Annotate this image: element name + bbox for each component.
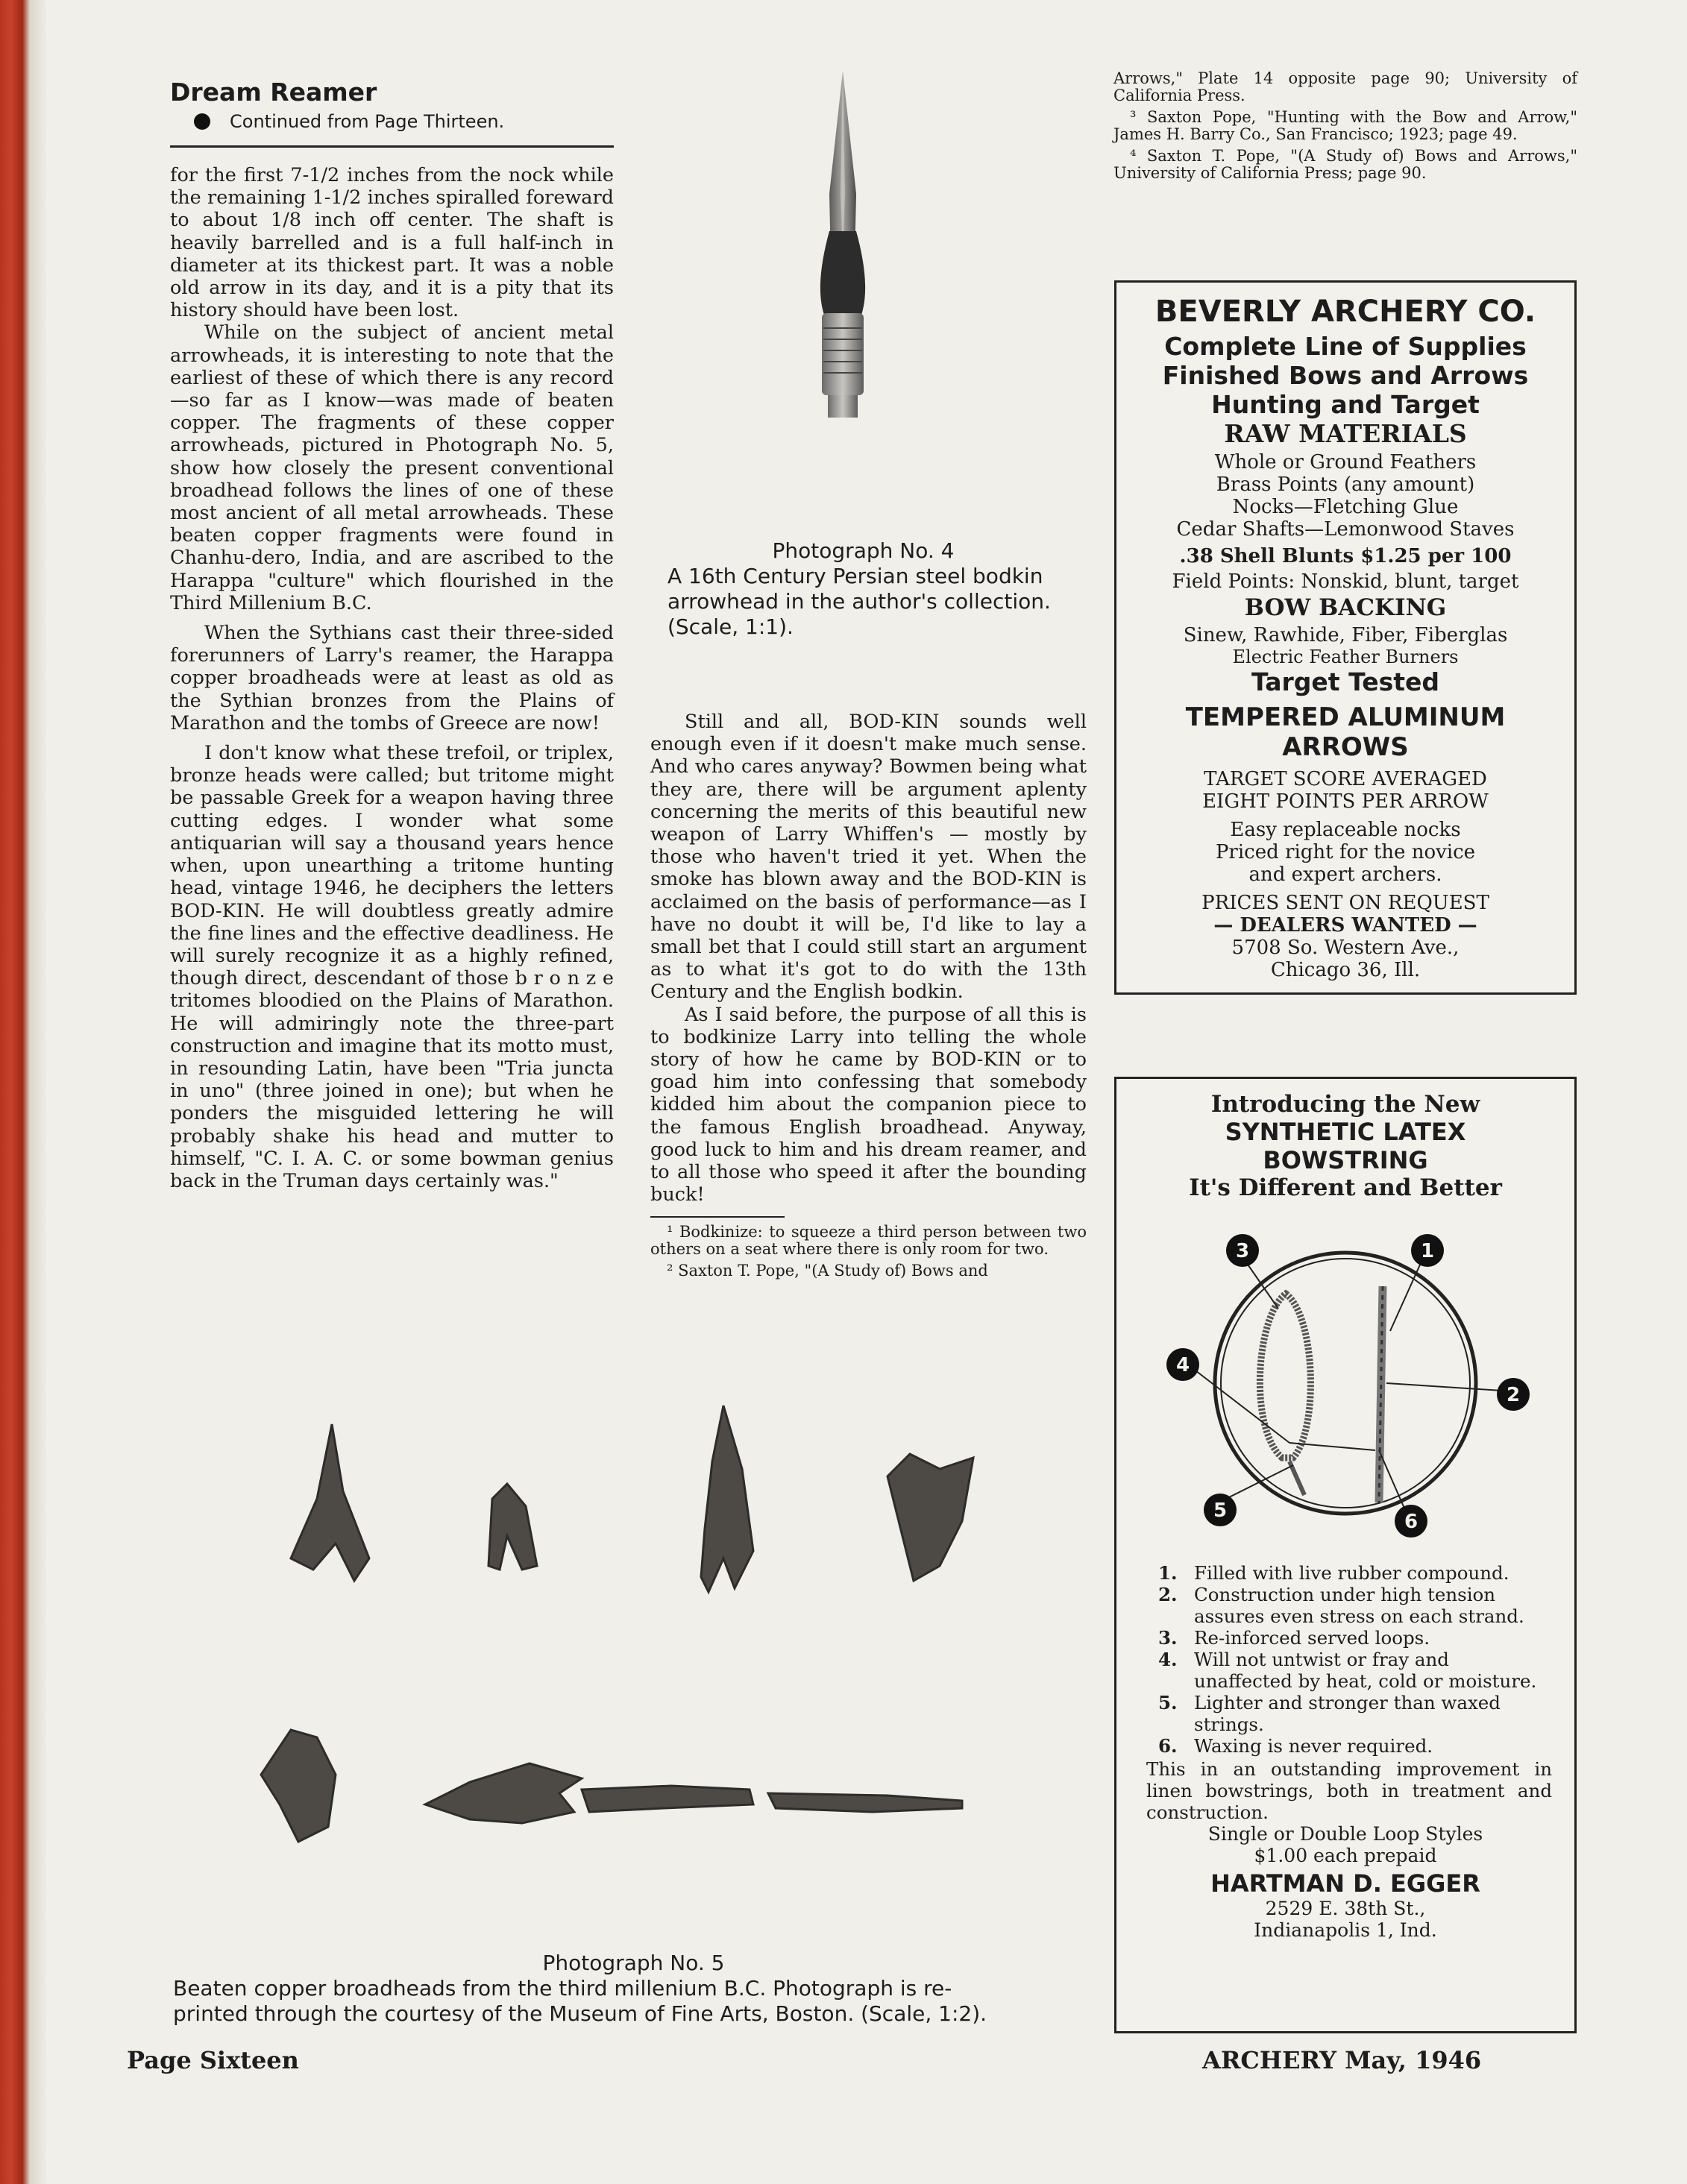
ad-line: Indianapolis 1, Ind. — [1254, 1919, 1437, 1941]
ad-line: SYNTHETIC LATEX — [1225, 1118, 1466, 1146]
ad-line: HARTMAN D. EGGER — [1210, 1869, 1480, 1898]
ad-line: RAW MATERIALS — [1224, 419, 1467, 448]
bowstring-diagram — [1137, 1204, 1554, 1562]
ad-line: Field Points: Nonskid, blunt, target — [1172, 570, 1519, 593]
ad-closing: This in an outstanding improvement in linen bowstrings, both in treatment and construction. — [1146, 1758, 1552, 1823]
footnote-rule — [650, 1216, 785, 1218]
continued-text: Continued from Page Thirteen. — [230, 111, 505, 132]
article-headline: Dream Reamer — [170, 78, 377, 107]
ad-line: Nocks—Fletching Glue — [1232, 496, 1459, 518]
continued-note — [170, 111, 614, 132]
ad-line: Complete Line of Supplies — [1164, 332, 1527, 361]
photo5-caption-line: Beaten copper broadheads from the third millenium B.C. Photograph is re- — [173, 1976, 952, 2001]
list-item: 3. Re-inforced served loops. — [1158, 1627, 1430, 1649]
footnote: Arrows," Plate 14 opposite page 90; University of California Press. — [1113, 69, 1577, 104]
egger-bowstring-ad — [1114, 1077, 1577, 2033]
photo4-caption-text: A 16th Century Persian steel bodkin arrowhead in the author's collection. (Scale, 1:1). — [667, 564, 1051, 639]
ad-line: Priced right for the novice — [1215, 841, 1476, 863]
ad-line: Easy replaceable nocks — [1230, 819, 1461, 841]
footnote: ³ Saxton Pope, "Hunting with the Bow and Arrow," James H. Barry Co., San Francisco; 1923; page 49. — [1113, 108, 1577, 143]
article-column-2 — [650, 711, 1087, 1284]
article-body-col2 — [650, 711, 1087, 1206]
ad-line: Electric Feather Burners — [1232, 646, 1459, 667]
paragraph: While on the subject of ancient metal arrowheads, it is interesting to note that the earliest of these of which there is any record—so far as I know—was made of beaten copper. The fragments of these copper arrowheads, pictured in Photograph No. 5, show how closely the present conventional broadhead follows the lines of one of these most ancient of all metal arrowheads. These beaten copper fragments were found in Chanhu-dero, India, and are ascribed to the Harappa "culture" which flourished in the Third Millenium B.C. — [170, 321, 614, 614]
bullet-icon — [194, 113, 210, 130]
list-item: 5. Lighter and stronger than waxed strings. — [1158, 1692, 1501, 1735]
magazine-issue: ARCHERY May, 1946 — [1202, 2046, 1482, 2074]
copper-head-6 — [425, 1763, 582, 1823]
ad-line: BOW BACKING — [1244, 594, 1447, 621]
ad-line: .38 Shell Blunts $1.25 per 100 — [1179, 545, 1512, 567]
ad-line: PRICES SENT ON REQUEST — [1201, 892, 1489, 914]
ad-line: TEMPERED ALUMINUM — [1185, 702, 1506, 732]
paragraph: I don't know what these trefoil, or triplex, bronze heads were called; but tritome might be passable Greek for a weapon having three cutting edges. I wonder what some antiquarian will say a thousand years hence when, upon unearthing a tritome hunting head, vintage 1946, he deciphers the letters BOD-KIN. He will doubtless greatly admire the fine lines and the effective deadliness. He will surely recognize it as a highly refined, though direct, descendant of those b r o n z e tritomes bloodied on the Plains of Marathon. He will admiringly note the three-part construction and imagine that its motto must, in resounding Latin, have been "Tria juncta in uno" (three joined in one); but when he ponders the misguided lettering he will probably shake his head and mutter to himself, "C. I. A. C. or some bowman genius back in the Truman days certainly was." — [170, 742, 614, 1192]
ad-line: TARGET SCORE AVERAGED — [1204, 768, 1487, 790]
ad-line: 2529 E. 38th St., — [1265, 1898, 1426, 1919]
paragraph: As I said before, the purpose of all this is to bodkinize Larry into telling the whole story of how he came by BOD-KIN or to goad him into confessing that somebody kidded him about the companion piece to the famous English broadhead. Anyway, good luck to him and his dream reamer, and to all those who speed it after the bounding buck! — [650, 1003, 1087, 1206]
paragraph: When the Sythians cast their three-sided forerunners of Larry's reamer, the Harappa copper broadheads were at least as old as the Sythian bronzes from the Plains of Marathon and the tombs of Greece are now! — [170, 622, 614, 734]
ad-line: Hunting and Target — [1211, 390, 1480, 419]
ad-line: — DEALERS WANTED — — [1213, 914, 1477, 937]
article-column-1 — [170, 78, 614, 1192]
ad-line: Whole or Ground Feathers — [1214, 451, 1477, 473]
diagram-number: 3 — [1235, 1240, 1250, 1262]
ad-line: It's Different and Better — [1189, 1174, 1502, 1201]
ad-line: BOWSTRING — [1263, 1146, 1428, 1174]
copper-head-5 — [261, 1730, 336, 1842]
list-item: 1. Filled with live rubber compound. — [1158, 1562, 1509, 1584]
copper-head-3 — [701, 1406, 753, 1592]
ad-line: Cedar Shafts—Lemonwood Staves — [1176, 518, 1515, 541]
ad-line: 5708 So. Western Ave., — [1231, 937, 1460, 959]
diagram-number: 6 — [1404, 1511, 1419, 1533]
footnote: ¹ Bodkinize: to squeeze a third person between two others on a seat where there is only room for two. — [650, 1223, 1087, 1259]
diagram-number: 1 — [1420, 1240, 1435, 1262]
page-number: Page Sixteen — [127, 2046, 299, 2074]
ad-line: ARROWS — [1282, 732, 1409, 762]
photo-copper-broadheads — [186, 1387, 1096, 1969]
copper-head-4 — [888, 1454, 973, 1581]
paragraph: Still and all, BOD-KIN sounds well enough even if it doesn't make much sense. And who cares anyway? Bowmen being what they are, there will be argument aplenty concerning the merits of this beautiful new weapon of Larry Whiffen's — mostly by those who haven't tried it yet. When the smoke has blown away and the BOD-KIN is acclaimed on the basis of performance—as I have no doubt it will be, I'd like to lay a small bet that I could still start an argument as to what it's got to do with the 13th Century and the English bodkin. — [650, 711, 1087, 1004]
ad-line: Single or Double Loop Styles — [1207, 1823, 1483, 1845]
ad-line: Brass Points (any amount) — [1216, 473, 1475, 496]
paragraph: for the first 7-1/2 inches from the nock while the remaining 1-1/2 inches spiralled foreward to about 1/8 inch off center. The shaft is heavily barrelled and is a full half-inch in diameter at its thickest part. It was a noble old arrow in its day, and it is a pity that its history should have been lost. — [170, 164, 614, 322]
ad-line: Finished Bows and Arrows — [1162, 361, 1529, 390]
footnote: ⁴ Saxton T. Pope, "(A Study of) Bows and Arrows," University of California Press; page 90. — [1113, 147, 1577, 182]
list-item: 2. Construction under high tension assures even stress on each strand. — [1158, 1584, 1524, 1627]
diagram-number: 5 — [1213, 1499, 1228, 1522]
photo4-title: Photograph No. 4 — [772, 538, 955, 563]
photo5-caption-line: printed through the courtesy of the Museum of Fine Arts, Boston. (Scale, 1:2). — [173, 2001, 987, 2026]
ad-company-name: BEVERLY ARCHERY CO. — [1154, 295, 1536, 329]
ad-line: and expert archers. — [1248, 863, 1442, 886]
ad-line: Chicago 36, Ill. — [1270, 959, 1421, 981]
photo4-caption — [667, 538, 1059, 640]
copper-head-8 — [768, 1793, 962, 1812]
photo5-caption — [173, 1951, 1094, 2027]
copper-head-2 — [488, 1484, 537, 1570]
magazine-binding — [0, 0, 46, 2184]
ad-line: $1.00 each prepaid — [1254, 1845, 1437, 1866]
ad-line: Target Tested — [1251, 667, 1439, 696]
features-list — [1158, 1562, 1545, 1757]
headline-rule — [170, 145, 614, 148]
ad-line: Sinew, Rawhide, Fiber, Fiberglas — [1183, 624, 1508, 646]
photo-bodkin-arrowhead — [761, 67, 925, 418]
list-item: 6. Waxing is never required. — [1158, 1735, 1433, 1757]
diagram-number: 2 — [1506, 1384, 1521, 1406]
photo5-title: Photograph No. 5 — [542, 1951, 725, 1975]
copper-head-1 — [291, 1424, 369, 1581]
copper-head-7 — [582, 1786, 753, 1812]
footnote: ² Saxton T. Pope, "(A Study of) Bows and — [667, 1262, 988, 1280]
footnotes-col2 — [650, 1224, 1087, 1280]
ad-line: EIGHT POINTS PER ARROW — [1202, 790, 1489, 813]
list-item: 4. Will not untwist or fray and unaffected by heat, cold or moisture. — [1158, 1649, 1537, 1692]
article-body-col1 — [170, 164, 614, 1192]
ad-line: Introducing the New — [1210, 1091, 1480, 1118]
diagram-number: 4 — [1175, 1354, 1190, 1376]
beverly-archery-ad — [1114, 280, 1577, 995]
footnotes-col3 — [1113, 70, 1577, 186]
